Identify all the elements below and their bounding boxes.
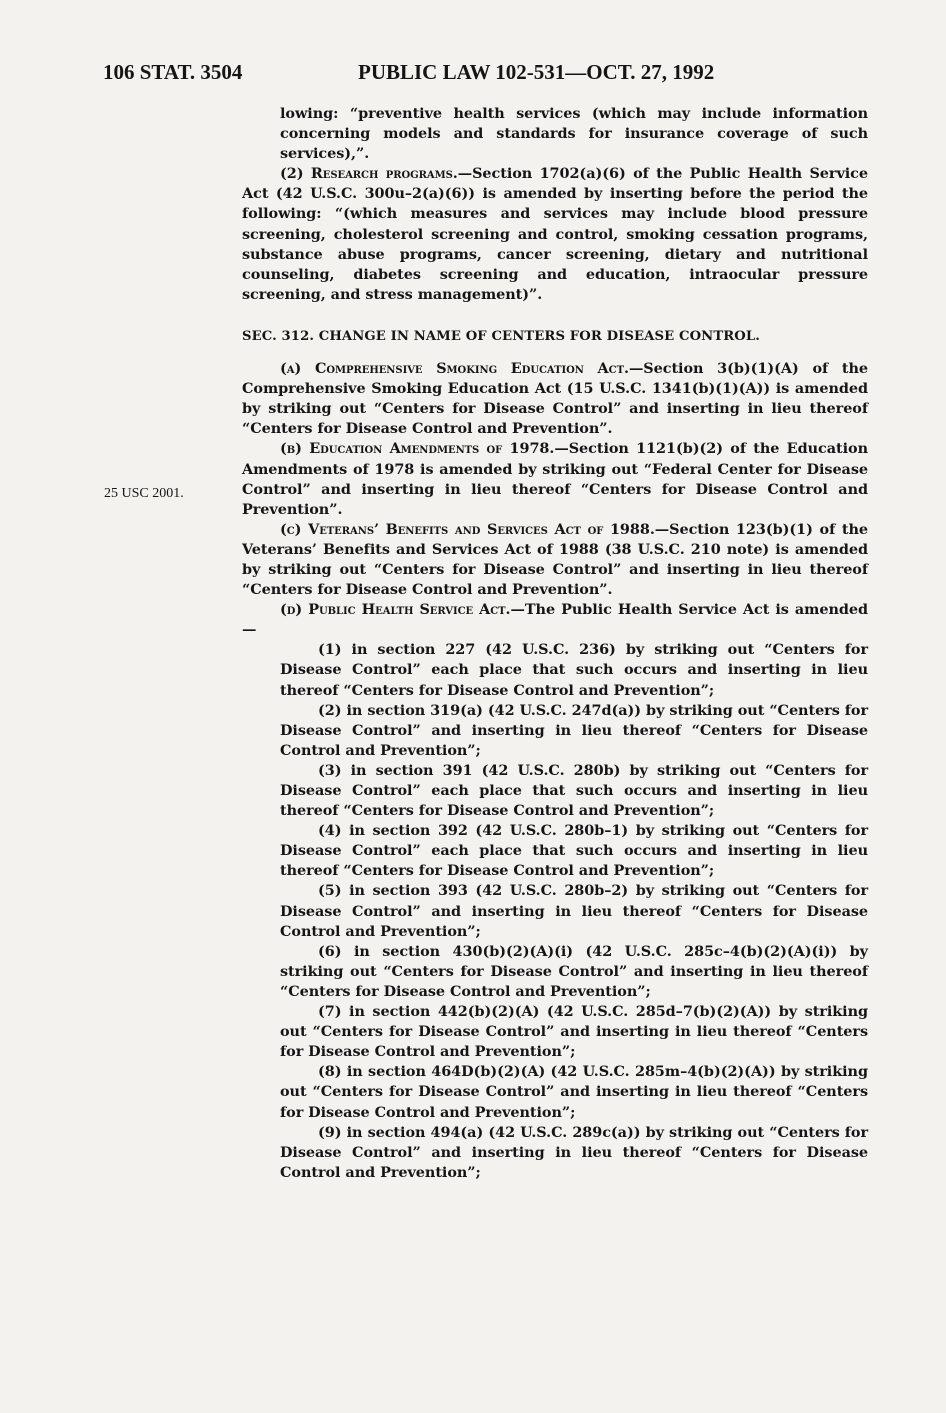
list-item: (5) in section 393 (42 U.S.C. 280b–2) by striking out “Centers for Disease Control” and inserting in lieu thereof “Centers for Disease Control and Prevention”; [280,882,868,940]
list-item: (8) in section 464D(b)(2)(A) (42 U.S.C. 285m–4(b)(2)(A)) by striking out “Centers for Disease Control” and inserting in lieu thereof “Centers for Disease Control and Prevention”; [280,1063,868,1121]
margin-citation: 25 USC 2001. [104,486,184,501]
subsection-text: —Section 3(b)(1)(A) of the Comprehensive Smoking Education Act (15 U.S.C. 1341(b)(1)(A)) is amended by striking out “Centers for Disease Control” and inserting in lieu thereof “Centers for Disease Control and Prevention”. [242,360,868,438]
list-item: (6) in section 430(b)(2)(A)(i) (42 U.S.C. 285c–4(b)(2)(A)(i)) by striking out “Centers for Disease Control” and inserting in lieu thereof “Centers for Disease Control and Prevention”; [280,942,868,1000]
section-heading: SEC. 312. CHANGE IN NAME OF CENTERS FOR DISEASE CONTROL. [242,328,760,344]
subsection-text: —The Public Health Service Act is amended— [242,601,868,639]
subsection-d [242,600,868,640]
list-item: (9) in section 494(a) (42 U.S.C. 289c(a)) by striking out “Centers for Disease Control” and inserting in lieu thereof “Centers for Disease Control and Prevention”; [280,1123,868,1181]
page-header [103,60,763,90]
subsection-c [242,520,868,600]
paragraph-label: (2) Research programs. [280,165,458,183]
public-law-title: PUBLIC LAW 102-531—OCT. 27, 1992 [358,60,715,84]
list-item: (4) in section 392 (42 U.S.C. 280b–1) by striking out “Centers for Disease Control” each place that such occurs and inserting in lieu thereof “Centers for Disease Control and Prevention”; [280,822,868,880]
document-body [242,104,868,1183]
paragraph-research-programs [242,164,868,305]
list-item: (7) in section 442(b)(2)(A) (42 U.S.C. 285d–7(b)(2)(A)) by striking out “Centers for Disease Control” and inserting in lieu thereof “Centers for Disease Control and Prevention”; [280,1003,868,1061]
stat-page-number: 106 STAT. 3504 [103,60,243,84]
list-item: (2) in section 319(a) (42 U.S.C. 247d(a)) by striking out “Centers for Disease Control” and inserting in lieu thereof “Centers for Disease Control and Prevention”; [280,701,868,759]
subsection-a [242,359,868,439]
subsection-text: —Section 1121(b)(2) of the Education Amendments of 1978 is amended by striking out “Federal Center for Disease Control” and inserting in lieu thereof “Centers for Disease Control and Prevention”. [242,440,868,518]
paragraph-text: —Section 1702(a)(6) of the Public Health Service Act (42 U.S.C. 300u–2(a)(6)) is amended by inserting before the period the following: “(which measures and services may include blood pressure screening, cholesterol screening and control, smoking cessation programs, substance abuse programs, cancer screening, dietary and nutritional counseling, diabetes screening and education, intraocular pressure screening, and stress management)”. [242,165,868,303]
subsection-label: (d) Public Health Service Act. [280,601,511,619]
subsection-label: (a) Comprehensive Smoking Education Act. [280,360,629,378]
list-item: (3) in section 391 (42 U.S.C. 280b) by striking out “Centers for Disease Control” each place that such occurs and inserting in lieu thereof “Centers for Disease Control and Prevention”; [280,761,868,820]
paragraph-continuation: lowing: “preventive health services (which may include information concerning models and standards for insurance coverage of such services),”. [280,105,868,163]
subsection-b [242,439,868,519]
subsection-label: (c) Veterans’ Benefits and Services Act of 1988. [280,520,655,538]
list-item: (1) in section 227 (42 U.S.C. 236) by striking out “Centers for Disease Control” each place that such occurs and inserting in lieu thereof “Centers for Disease Control and Prevention”; [280,641,868,699]
subsection-label: (b) Education Amendments of 1978. [280,440,555,458]
subsection-text: —Section 123(b)(1) of the Veterans’ Benefits and Services Act of 1988 (38 U.S.C. 210 note) is amended by striking out “Centers for Disease Control” and inserting in lieu thereof “Centers for Disease Control and Prevention”. [242,520,868,599]
